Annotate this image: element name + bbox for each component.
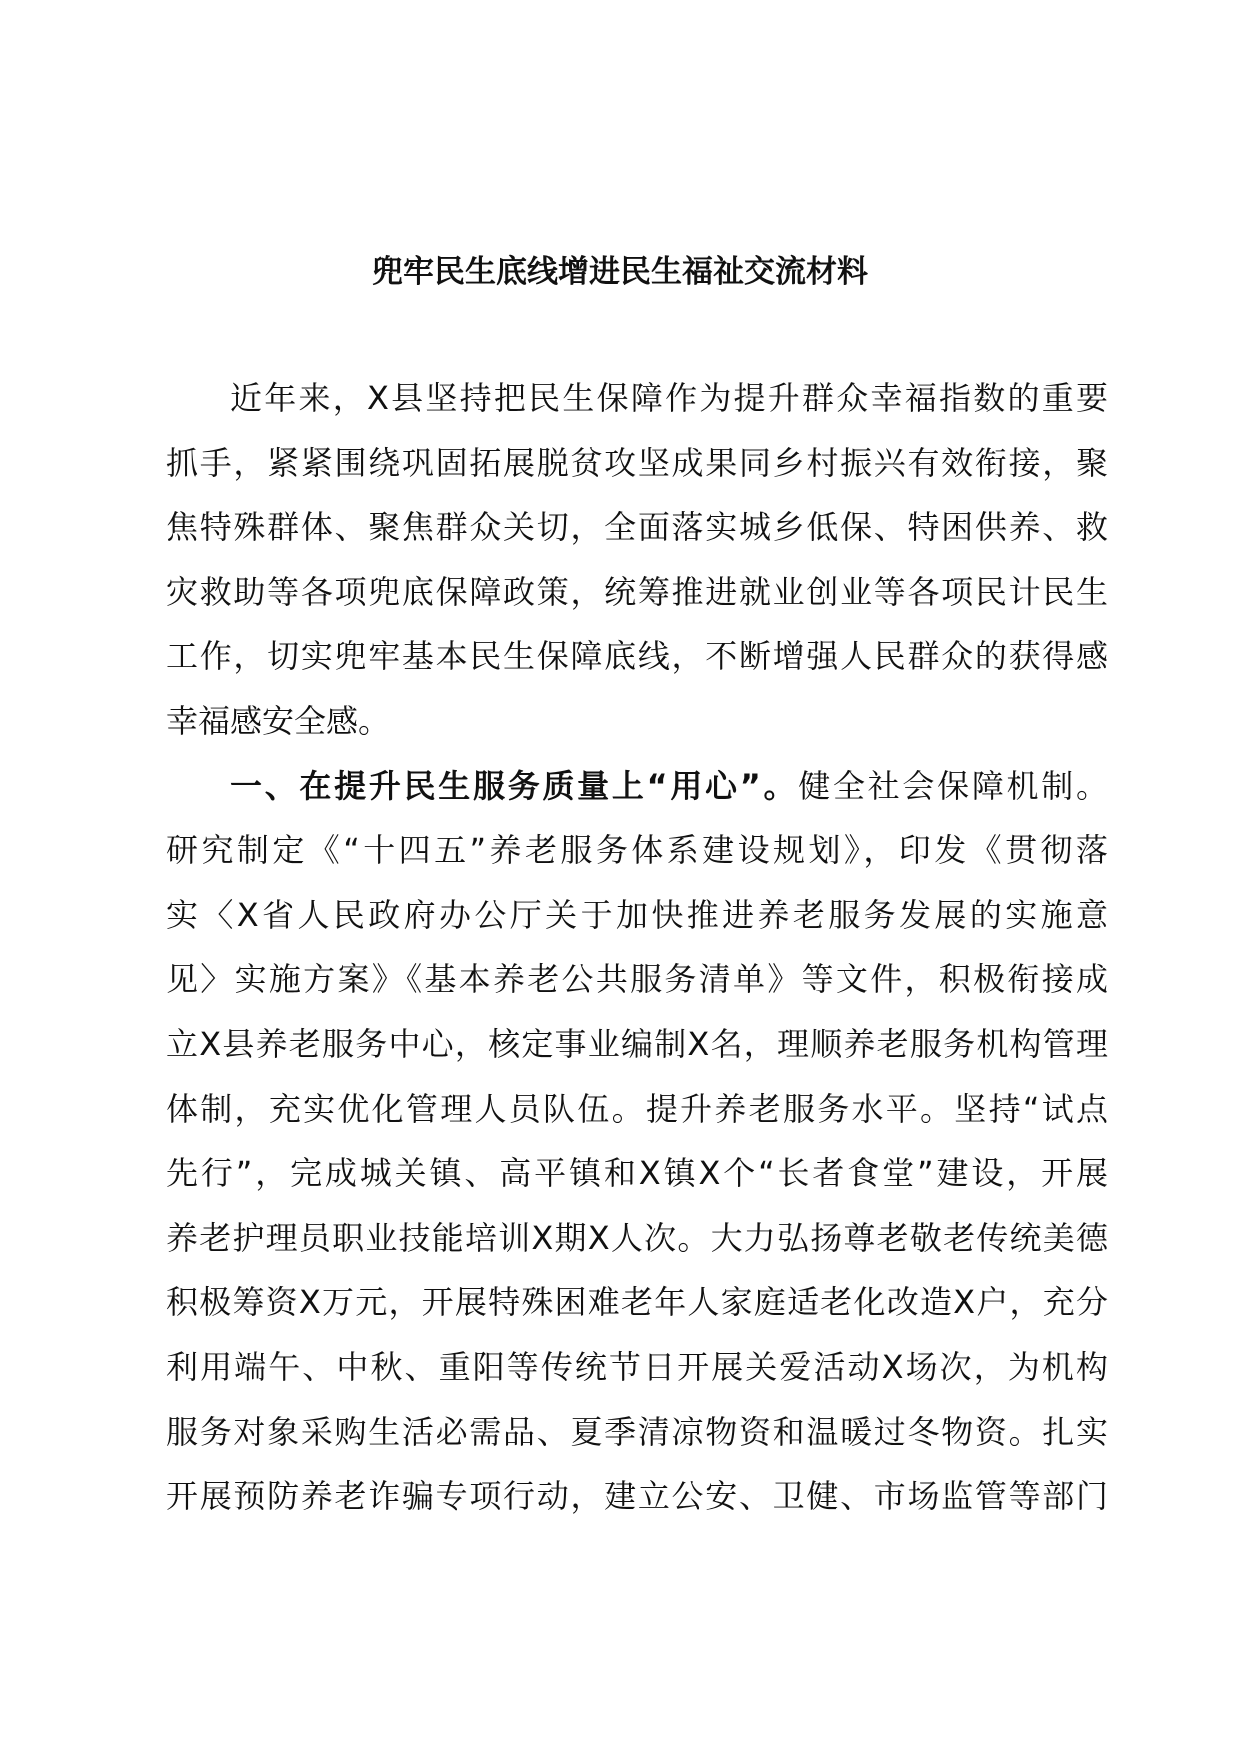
paragraph-line: 工作，切实兜牢基本民生保障底线，不断增强人民群众的获得感 (166, 637, 1108, 676)
section-1-paragraph (166, 754, 1108, 1529)
paragraph-line: 近年来，X县坚持把民生保障作为提升群众幸福指数的重要 (230, 379, 1108, 417)
section-1-first-line (166, 754, 1108, 819)
paragraph-line: 焦特殊群体、聚焦群众关切，全面落实城乡低保、特困供养、救 (166, 508, 1108, 547)
paragraph-line: 灾救助等各项兜底保障政策，统筹推进就业创业等各项民计民生 (166, 572, 1108, 611)
paragraph-line: 立X县养老服务中心，核定事业编制X名，理顺养老服务机构管理 (166, 1024, 1108, 1063)
paragraph-line: 服务对象采购生活必需品、夏季清凉物资和温暖过冬物资。扎实 (166, 1412, 1108, 1451)
paragraph-line: 见〉实施方案》《基本养老公共服务清单》等文件，积极衔接成 (166, 960, 1108, 999)
paragraph-line: 养老护理员职业技能培训X期X人次。大力弘扬尊老敬老传统美德 (166, 1218, 1108, 1257)
paragraph-line: 抓手，紧紧围绕巩固拓展脱贫攻坚成果同乡村振兴有效衔接，聚 (166, 443, 1108, 482)
section-1-heading: 一、在提升民生服务质量上“用心”。 (230, 766, 799, 805)
paragraph-line: 体制，充实优化管理人员队伍。提升养老服务水平。坚持“试点 (166, 1089, 1108, 1128)
paragraph-line: 利用端午、中秋、重阳等传统节日开展关爱活动X场次，为机构 (166, 1347, 1108, 1386)
paragraph-line: 研究制定《“十四五”养老服务体系建设规划》，印发《贯彻落 (166, 831, 1108, 870)
document-title: 兜牢民生底线增进民生福祉交流材料 (372, 254, 868, 290)
intro-paragraph (166, 366, 1108, 754)
paragraph-line: 实〈X省人民政府办公厅关于加快推进养老服务发展的实施意 (166, 895, 1108, 934)
paragraph-line: 积极筹资X万元，开展特殊困难老年人家庭适老化改造X户，充分 (166, 1283, 1108, 1322)
paragraph-line: 先行”，完成城关镇、高平镇和X镇X个“长者食堂”建设，开展 (166, 1154, 1108, 1193)
document-body (166, 366, 1108, 1529)
section-1-first-line-text: 健全社会保障机制。 (798, 766, 1108, 805)
paragraph-line: 开展预防养老诈骗专项行动，建立公安、卫健、市场监管等部门 (166, 1477, 1108, 1516)
paragraph-line: 幸福感安全感。 (166, 701, 391, 740)
